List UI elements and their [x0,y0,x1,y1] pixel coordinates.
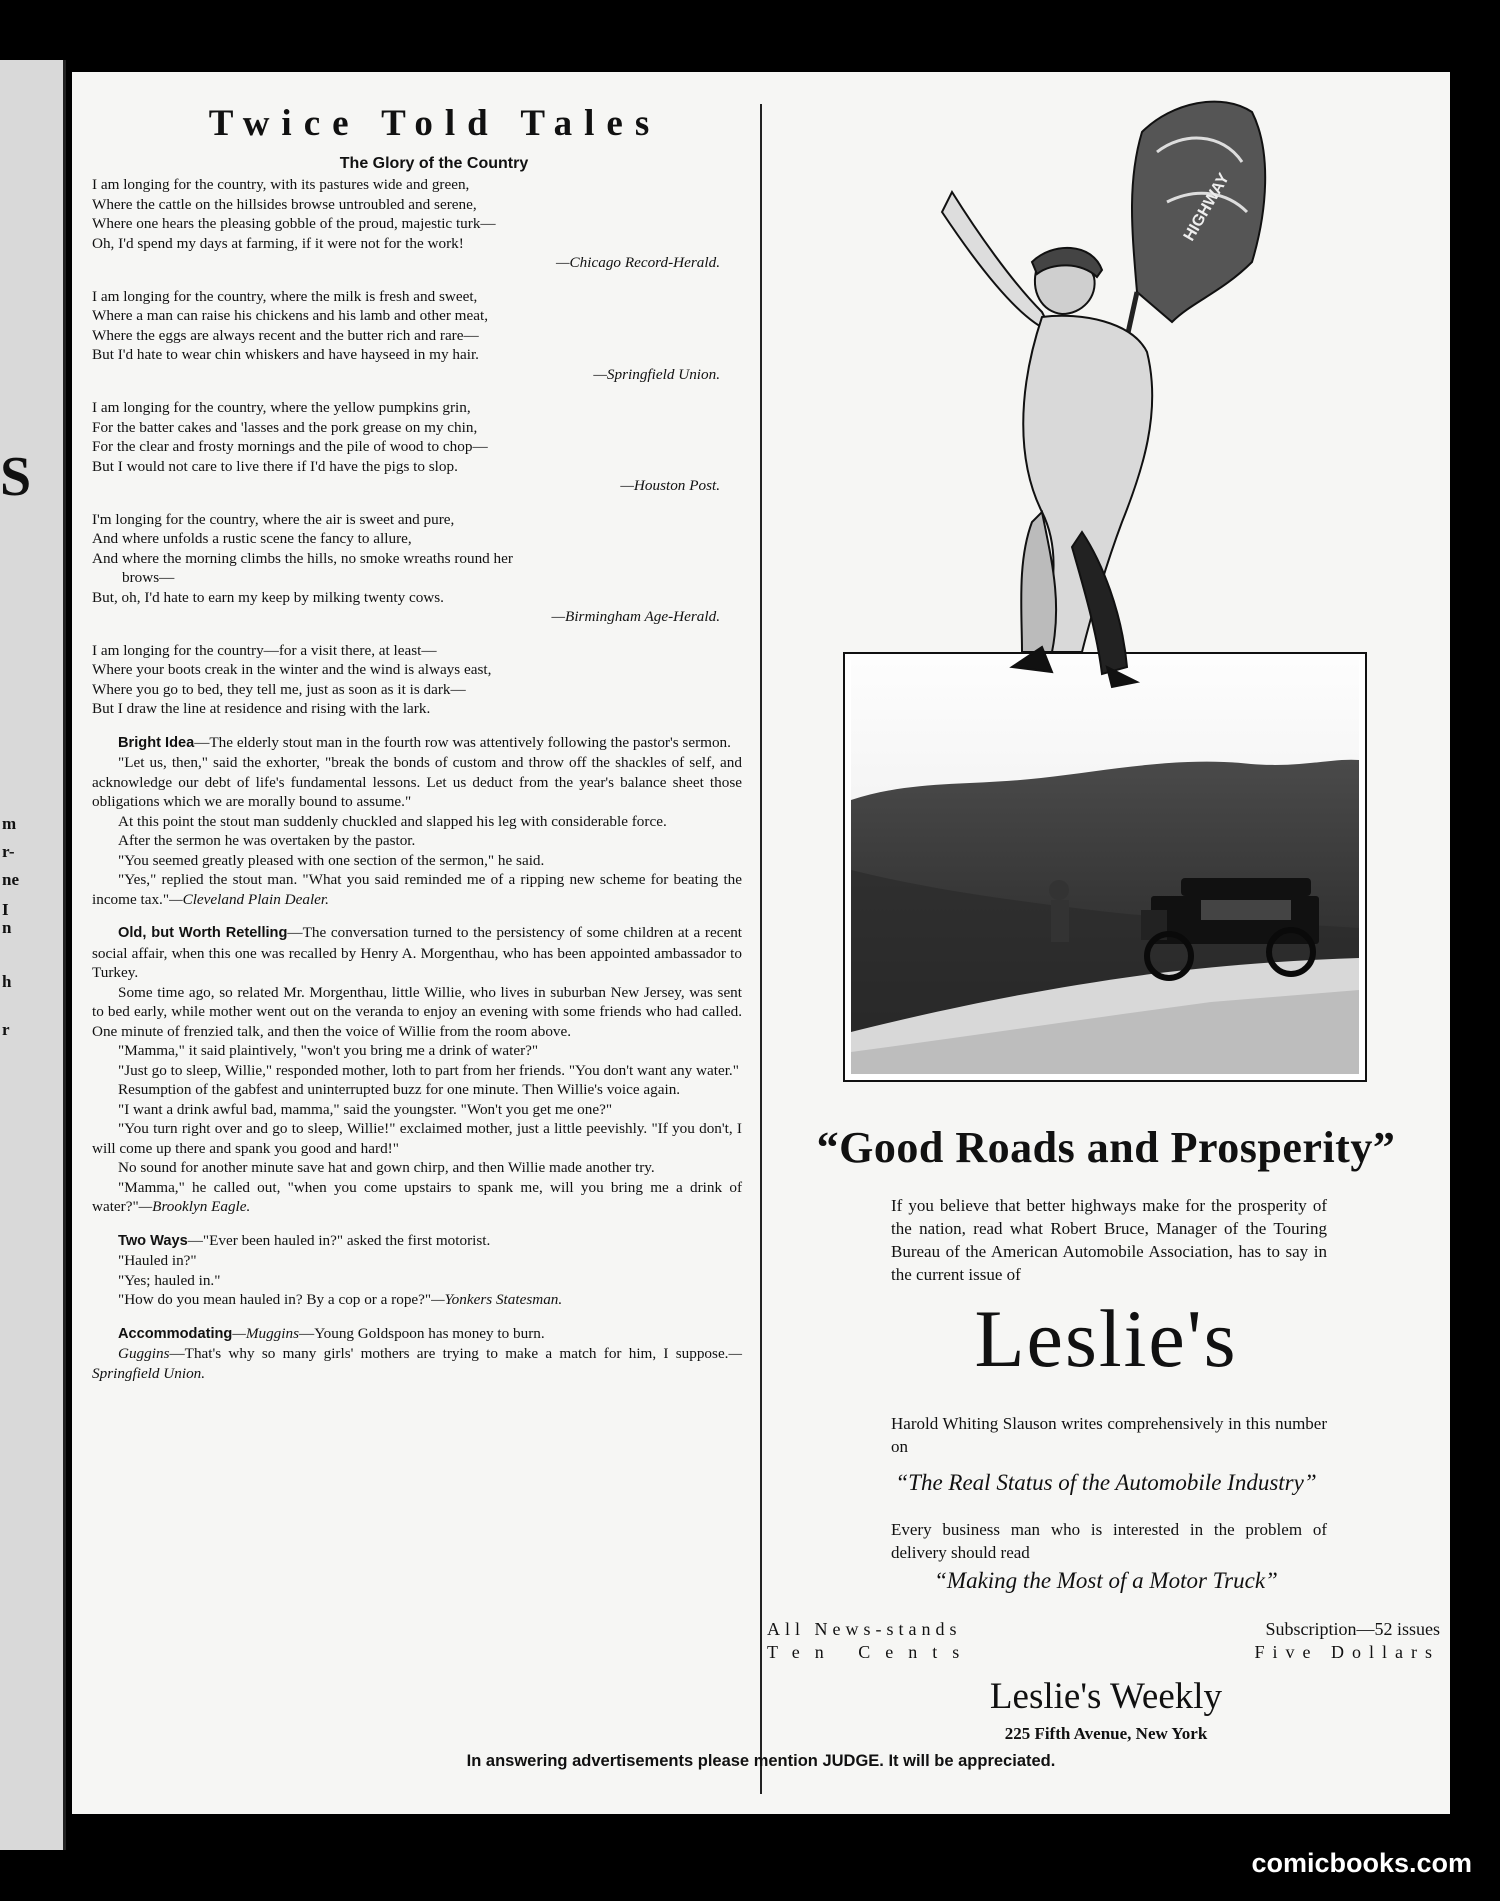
story-paragraph [92,1178,742,1217]
poem-line: But, oh, I'd hate to earn my keep by milking twenty cows. [92,588,444,606]
previous-page-edge [0,60,66,1850]
story-paragraph [92,733,742,754]
poem-credit: —Chicago Record-Herald. [556,254,720,271]
leslies-advertisement [762,92,1450,1792]
story-paragraph [92,1251,742,1271]
prev-page-fragment: m [2,814,17,833]
story-two-ways [92,1231,742,1310]
article-title-quote: “Making the Most of a Motor Truck” [934,1568,1278,1593]
prev-page-fragment: S [0,446,32,508]
poem-stanza [92,398,742,496]
story-old-but-worth-retelling [92,923,742,1217]
story-heading: Bright Idea [118,734,195,751]
newsstand-price: Ten Cents [767,1642,975,1662]
story-text: Resumption of the gabfest and uninterrupted buzz for one minute. Then Willie's voice again. [118,1081,681,1098]
ad-body-text: Harold Whiting Slauson writes comprehensively in this number on [891,1414,1327,1456]
story-paragraph [92,1231,742,1252]
poem-line: Where your boots creak in the winter and the wind is always east, [92,661,492,678]
story-text: "How do you mean hauled in? By a cop or a rope?" [118,1291,432,1308]
poem-line: And where the morning climbs the hills, no smoke wreaths round her [92,549,513,567]
subscription-label: Subscription—52 issues [1265,1619,1440,1639]
poem-line: Where the cattle on the hillsides browse untroubled and serene, [92,195,477,213]
speaker: —Muggins [232,1324,299,1342]
poem-line: Where a man can raise his chickens and his lamb and other meat, [92,307,488,324]
poem-line: Where the eggs are always recent and the butter rich and rare— [92,326,479,344]
poem-stanza [92,641,742,719]
poem-title: The Glory of the Country [339,155,529,172]
poem-credit: —Birmingham Age-Herald. [551,608,720,625]
poem-stanza [92,287,742,385]
story-text: —Young Goldspoon has money to burn. [299,1324,545,1342]
mountain-road-car-image [851,660,1359,1074]
prev-page-fragment: n [2,918,12,937]
leslies-logo: Leslie's [974,1293,1238,1384]
story-paragraph [92,1100,742,1120]
story-paragraph [92,870,742,909]
poem-line: For the clear and frosty mornings and the pile of wood to chop— [92,438,488,455]
story-text: Some time ago, so related Mr. Morgenthau, little Willie, who lives in suburban New Jersey, was sent to bed early, while mother went out on the veranda to enjoy an evening with some friends who had called. One minute of frenzied talk, and then the voice of Willie from the room above. [92,983,742,1040]
story-text: After the sermon he was overtaken by the pastor. [118,832,416,849]
story-source: —Yonkers Statesman. [431,1291,563,1308]
story-paragraph [92,1061,742,1081]
story-paragraph [92,1324,742,1345]
article-title-quote: “The Real Status of the Automobile Industry” [895,1470,1317,1495]
story-text: No sound for another minute save hat and gown chirp, and then Willie made another try. [118,1159,655,1176]
site-watermark: comicbooks.com [1251,1848,1472,1878]
poem-line: Where you go to bed, they tell me, just as soon as it is dark— [92,680,466,698]
story-paragraph [92,983,742,1042]
story-paragraph [92,1119,742,1158]
poem-credit: —Houston Post. [620,477,720,494]
page-title: Twice Told Tales [208,103,662,144]
poem-line: Where one hears the pleasing gobble of the proud, majestic turk— [92,215,496,232]
poem-line: I'm longing for the country, where the air is sweet and pure, [92,510,455,528]
story-text: "You turn right over and go to sleep, Willie!" exclaimed mother, just a little peevishly. "If you don't, I will come up there and spank you good and hard!" [92,1120,742,1157]
flag-waving-woman-illustration [922,92,1282,692]
story-paragraph [92,1344,742,1383]
ad-headline: “Good Roads and Prosperity” [816,1123,1396,1172]
poem-line: And where unfolds a rustic scene the fancy to allure, [92,530,412,547]
poem-line: I am longing for the country—for a visit there, at least— [92,641,437,659]
road-photograph [843,652,1367,1082]
poem-line: I am longing for the country, where the milk is fresh and sweet, [92,287,478,305]
newsstand-label: All News-stands [767,1619,962,1639]
story-heading: Accommodating [118,1325,233,1342]
poem-line: I am longing for the country, with its pastures wide and green, [92,176,470,193]
story-text: —The elderly stout man in the fourth row was attentively following the pastor's sermon. [194,733,731,751]
story-text: "You seemed greatly pleased with one section of the sermon," he said. [118,851,545,869]
poem-line: But I'd hate to wear chin whiskers and have hayseed in my hair. [92,346,479,363]
story-text: —That's why so many girls' mothers are trying to make a match for him, I suppose. [169,1345,729,1362]
poem-credit: —Springfield Union. [593,365,720,383]
story-paragraph [92,831,742,851]
story-text: "Yes; hauled in." [118,1271,221,1289]
story-text: "I want a drink awful bad, mamma," said the youngster. "Won't you get me one?" [118,1100,613,1118]
story-text: "Mamma," he called out, "when you come upstairs to spank me, will you bring me a drink of water?" [92,1178,742,1215]
poem-line: For the batter cakes and 'lasses and the pork grease on my chin, [92,418,478,436]
subscription-price: Five Dollars [1254,1642,1440,1662]
story-text: "Hauled in?" [118,1252,197,1269]
story-text: "Just go to sleep, Willie," responded mother, loth to part from her friends. "You don't want any water." [118,1061,739,1079]
prev-page-fragment: r [2,1020,10,1039]
story-text: "Mamma," it said plaintively, "won't you bring me a drink of water?" [118,1042,539,1059]
story-heading: Two Ways [118,1232,188,1249]
poem-line: Oh, I'd spend my days at farming, if it were not for the work! [92,234,464,252]
story-paragraph [92,753,742,812]
story-accommodating [92,1324,742,1384]
story-paragraph [92,1041,742,1061]
prev-page-fragment: I [2,900,9,919]
story-text: At this point the stout man suddenly chuckled and slapped his leg with considerable force. [118,812,667,830]
flag-text: HIGHWAY [1180,170,1233,244]
story-text: —The conversation turned to the persistency of some children at a recent social affair, when this one was recalled by Henry A. Morgenthau, who has been appointed ambassador to Turkey. [92,924,743,981]
poem-line: But I draw the line at residence and rising with the lark. [92,700,431,717]
magazine-page [72,72,1450,1814]
footer-note: In answering advertisements please mention JUDGE. It will be appreciated. [466,1752,1056,1770]
story-text: "Let us, then," said the exhorter, "break the bonds of custom and throw off the shackles of self, and acknowledge our debt of life's fundamental lessons. Let us deduct from the year's balance sheet those obligations which we are morally bound to assume." [92,754,742,810]
story-bright-idea [92,733,742,910]
story-paragraph [92,1290,742,1310]
story-source: —Cleveland Plain Dealer. [169,890,329,908]
story-paragraph [92,851,742,871]
publication-address: 225 Fifth Avenue, New York [1004,1724,1208,1743]
speaker: Guggins [118,1345,170,1362]
poem-line: I am longing for the country, where the yellow pumpkins grin, [92,399,471,416]
story-paragraph [92,1158,742,1178]
text-column [92,102,742,1782]
story-paragraph [92,812,742,832]
story-paragraph [92,1271,742,1291]
poem [92,175,742,719]
poem-line: brows— [122,569,175,586]
prev-page-fragment: ne [2,870,19,889]
story-heading: Old, but Worth Retelling [118,925,288,941]
story-source: —Brooklyn Eagle. [138,1198,251,1215]
story-source: —Springfield Union. [92,1345,742,1382]
poem-stanza [92,510,742,627]
prev-page-fragment: h [2,972,12,991]
ad-intro-text: If you believe that better highways make for the prosperity of the nation, read what Robert Bruce, Manager of the Touring Bureau of the American Automobile Association, has to say in the current issue of [891,1196,1327,1284]
story-text: —"Ever been hauled in?" asked the first motorist. [187,1231,491,1249]
prev-page-fragment: r- [2,842,15,861]
publication-name: Leslie's Weekly [989,1676,1223,1717]
story-paragraph [92,1080,742,1100]
poem-line: But I would not care to live there if I'd have the pigs to slop. [92,457,458,475]
ad-body-text: Every business man who is interested in the problem of delivery should read [891,1520,1327,1562]
story-paragraph [92,923,742,983]
poem-stanza [92,175,742,273]
story-text: "Yes," replied the stout man. "What you said reminded me of a ripping new scheme for beating the income tax." [92,871,742,908]
